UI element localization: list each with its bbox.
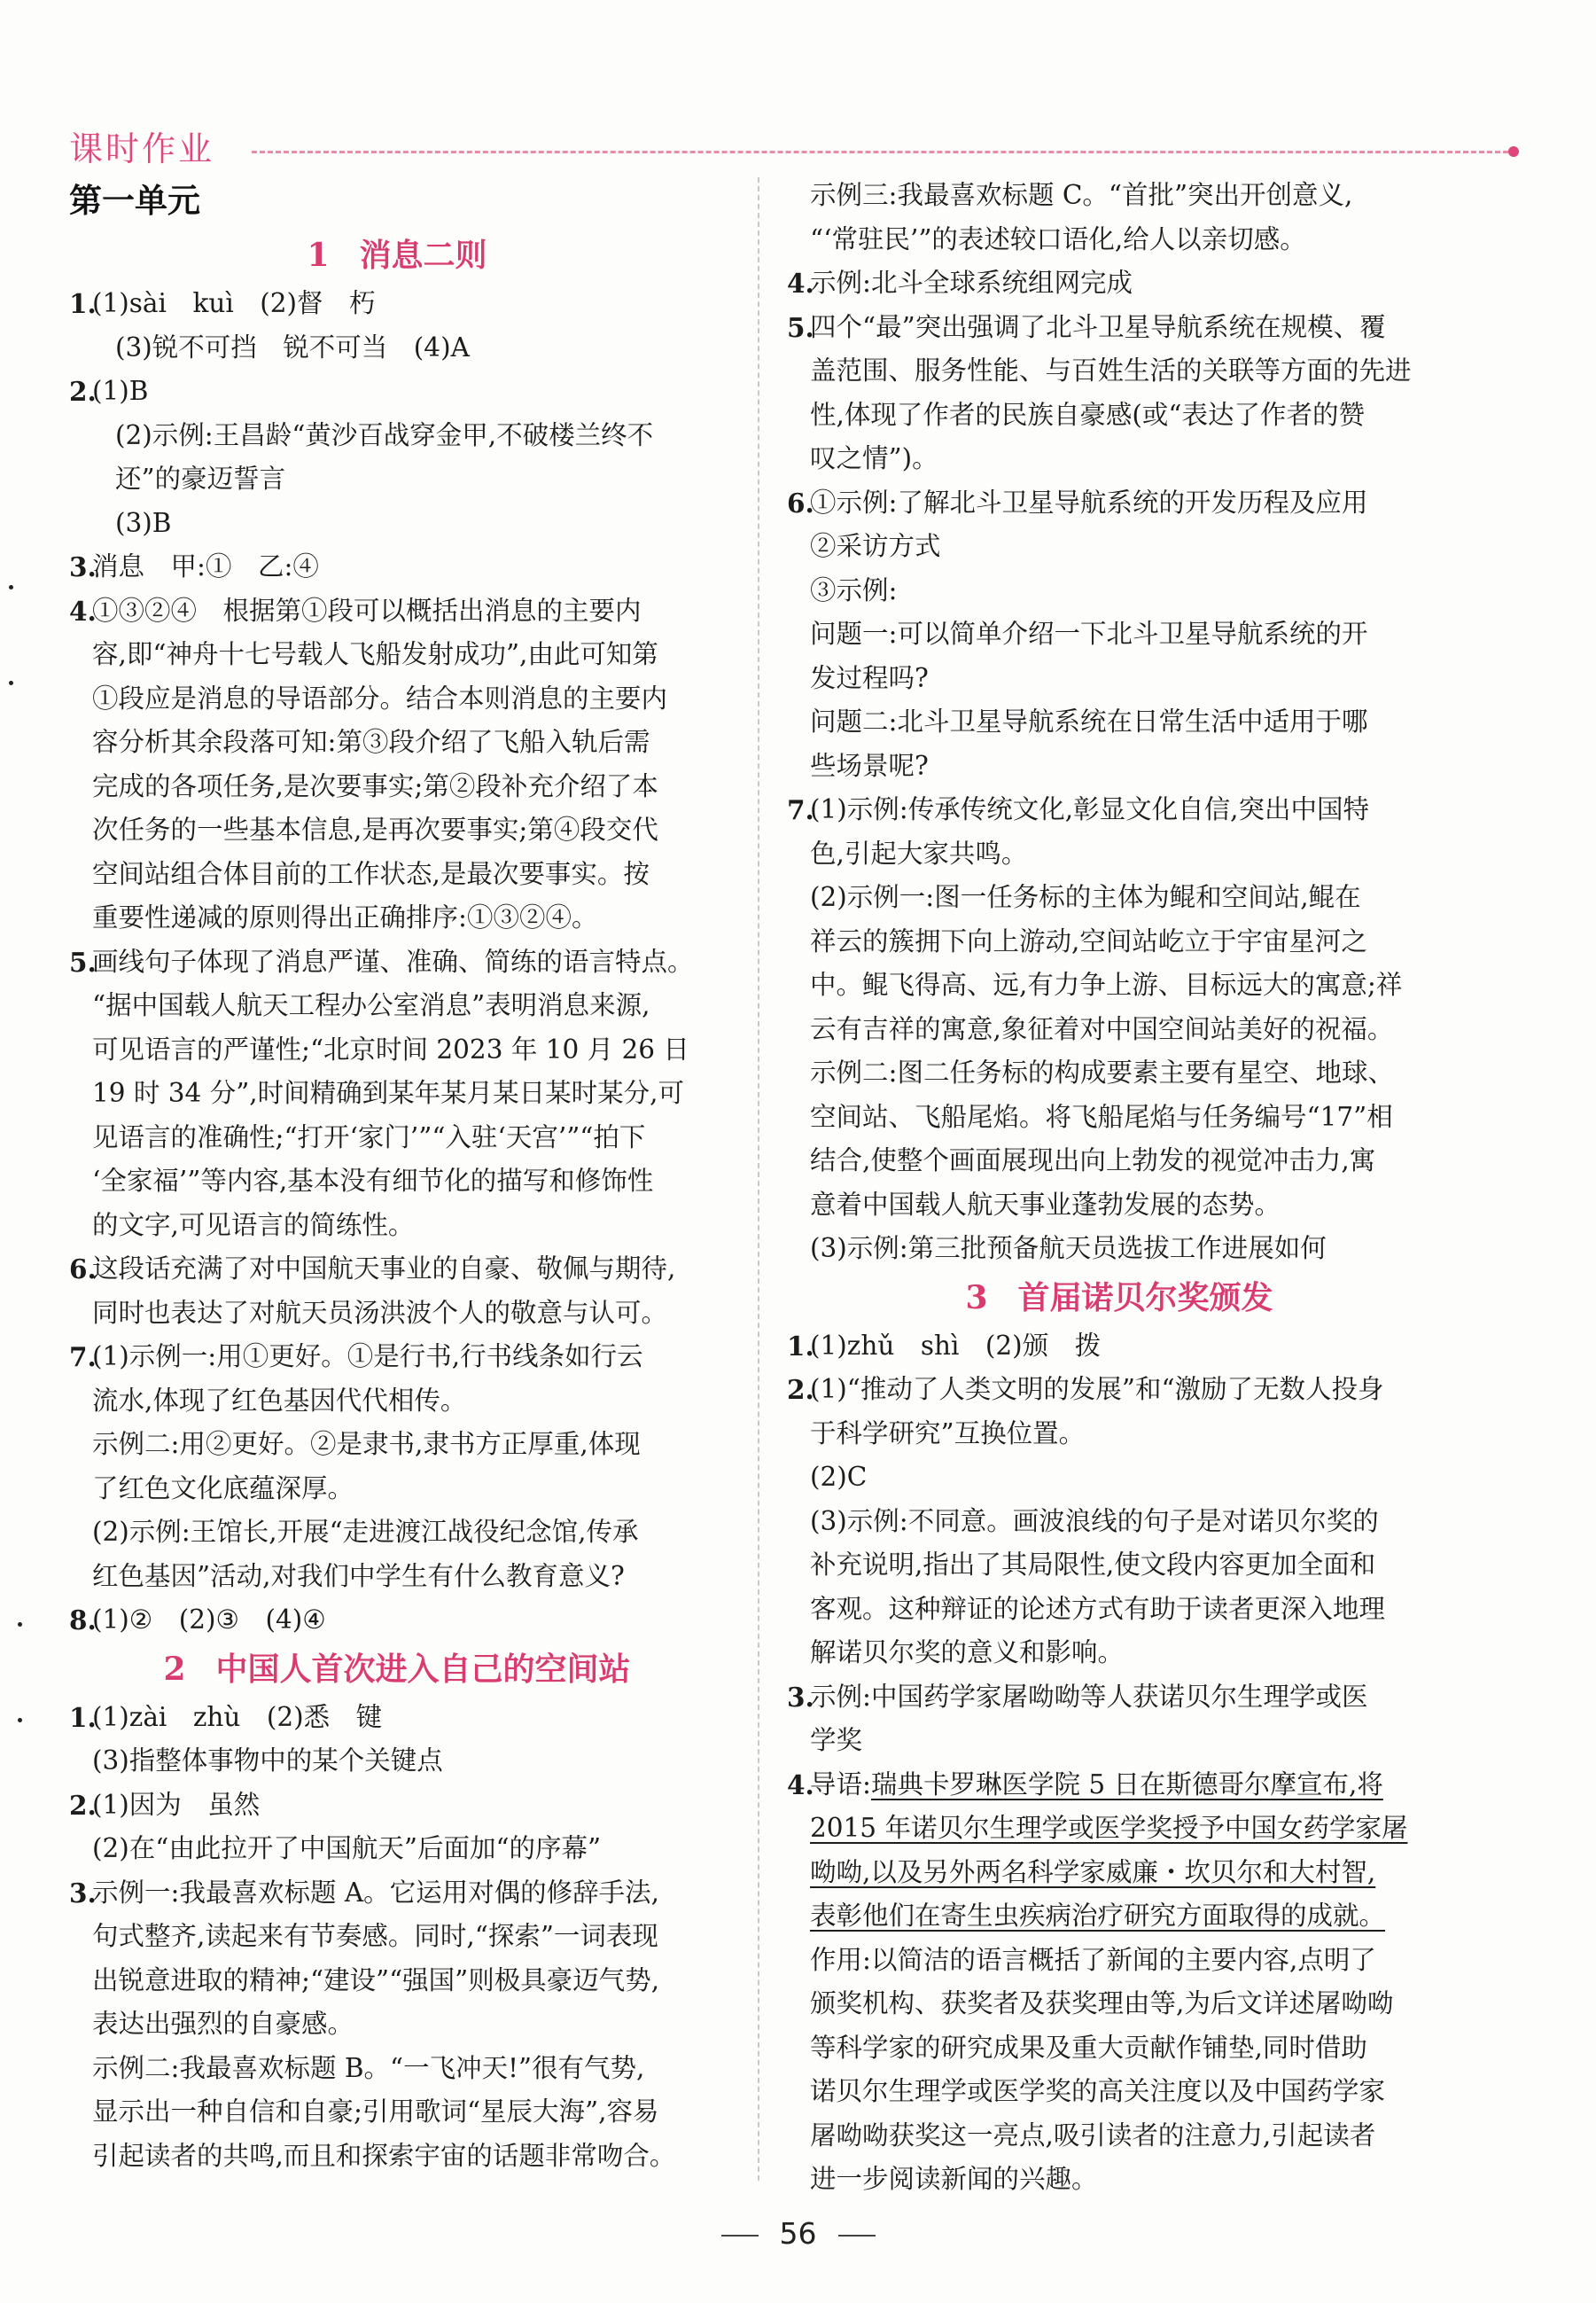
answer-line: (1)示例:传承传统文化,彰显文化自信,突出中国特 [810,794,1369,824]
left-column [69,174,725,2178]
answer-line: (3)示例:第三批预备航天员选拔工作进展如何 [810,1233,1327,1263]
answer-line: (1)zhǔ shì (2)颁 拨 [810,1330,1102,1361]
answer-item [69,370,725,545]
answer-line: 问题一:可以简单介绍一下北斗卫星导航系统的开 [810,619,1368,649]
answer-item [787,262,1452,306]
section-title-1 [69,230,725,280]
answer-line: 叹之情”)。 [810,443,938,473]
answer-line: (2)示例:王馆长,开展“走进渡江战役纪念馆,传承 [92,1517,639,1547]
answer-item [787,1675,1452,1763]
header-dot [1508,146,1519,157]
answer-line: 的文字,可见语言的简练性。 [92,1209,415,1240]
item-number: 1. [69,1701,97,1733]
answer-line: ②采访方式 [810,531,941,561]
answer-line: 四个“最”突出强调了北斗卫星导航系统在规模、覆 [810,311,1386,342]
answer-item [69,1784,725,1871]
answer-line: 结合,使整个画面展现出向上勃发的视觉冲击力,寓 [810,1145,1376,1175]
section-title-2 [69,1644,725,1694]
answer-line: 消息 甲:① 乙:④ [92,551,319,582]
answer-line: 些场景呢? [810,750,929,781]
answer-line: 示例:北斗全球系统组网完成 [810,268,1133,298]
answer-line: 等科学家的研究成果及重大贡献作铺垫,同时借助 [810,2032,1367,2063]
answer-line: 客观。这种辩证的论述方式有助于读者更深入地理 [810,1593,1386,1624]
answer-line: 空间站组合体目前的工作状态,是最次要事实。按 [92,858,650,889]
item-number: 6. [787,487,814,519]
item-number: 4. [69,595,97,627]
answer-line: 示例:中国药学家屠呦呦等人获诺贝尔生理学或医 [810,1681,1368,1712]
answer-line: 发过程吗? [810,662,929,693]
section-number: 2 [163,1650,186,1688]
answer-line: (1)“推动了人类文明的发展”和“激励了无数人投身 [810,1374,1384,1404]
item-number: 2. [69,376,97,407]
answer-line: ①示例:了解北斗卫星导航系统的开发历程及应用 [810,487,1368,518]
item-number: 4. [787,268,814,299]
answer-line: 重要性递减的原则得出正确排序:①③②④。 [92,902,598,933]
item-number: 1. [69,288,97,319]
section-name: 中国人首次进入自己的空间站 [215,1650,631,1688]
item-number: 3. [69,1877,97,1909]
answer-line: (1)zài zhù (2)悉 键 [92,1701,383,1732]
answer-line: 流水,体现了红色基因代代相传。 [92,1385,467,1416]
answer-line: 见语言的准确性;“打开‘家门’”“入驻‘天宫’”“拍下 [92,1121,646,1152]
answer-line: (3)锐不可挡 锐不可当 (4)A [115,332,470,363]
answer-line: ①③②④ 根据第①段可以概括出消息的主要内 [92,595,642,626]
answer-line: 云有吉祥的寓意,象征着对中国空间站美好的祝福。 [810,1013,1394,1044]
answer-line: (1)因为 虽然 [92,1789,261,1820]
answer-line: 19 时 34 分”,时间精确到某年某月某日某时某分,可 [92,1078,685,1108]
answer-item [787,1324,1452,1369]
page-footer [0,2216,1596,2251]
item-number: 3. [787,1681,814,1713]
answer-line: 表达出强烈的自豪感。 [92,2009,354,2039]
item-number: 5. [787,311,814,343]
answer-item [69,1871,725,2179]
answer-line: 可见语言的严谨性;“北京时间 2023 年 10 月 26 日 [92,1034,689,1065]
answer-line: 盖范围、服务性能、与百姓生活的关联等方面的先进 [810,355,1412,386]
item-number: 3. [69,551,97,582]
answer-line: (3)B [115,507,172,538]
lead-label: 导语: [810,1768,871,1799]
answer-line: 空间站、飞船尾焰。将飞船尾焰与任务编号“17”相 [810,1101,1393,1132]
answer-line: 完成的各项任务,是次要事实;第②段补充介绍了本 [92,770,658,801]
answer-line: 进一步阅读新闻的兴趣。 [810,2164,1098,2194]
answer-line: (1)B [92,376,149,406]
item-number: 7. [69,1341,97,1372]
answer-line: (3)指整体事物中的某个关键点 [92,1745,443,1776]
answer-line: 红色基因”活动,对我们中学生有什么教育意义? [92,1560,625,1591]
header-dashed-rule [252,151,1508,153]
underlined-text: 表彰他们在寄生虫疾病治疗研究方面取得的成就。 [810,1901,1386,1931]
answer-item [787,174,1452,262]
answer-line: 了红色文化底蕴深厚。 [92,1472,354,1503]
answer-item [69,1247,725,1335]
underlined-text: 呦呦,以及另外两名科学家威廉・坎贝尔和大村智, [810,1856,1376,1887]
answer-line: ①段应是消息的导语部分。结合本则消息的主要内 [92,683,668,714]
answer-item [69,1335,725,1598]
unit-title: 第一单元 [69,182,200,220]
answer-line: 容,即“神舟十七号载人飞船发射成功”,由此可知第 [92,639,658,669]
answer-line: (2)示例一:图一任务标的主体为鲲和空间站,鲲在 [810,882,1361,912]
answer-line: 学奖 [810,1725,863,1755]
answer-line: 色,引起大家共鸣。 [810,838,1028,869]
answer-line: 示例一:我最喜欢标题 A。它运用对偶的修辞手法, [92,1877,659,1908]
item-number: 8. [69,1604,97,1636]
answer-item [69,545,725,589]
answer-line: 引起读者的共鸣,而且和探索宇宙的话题非常吻合。 [92,2140,676,2171]
page-header [69,122,1452,176]
answer-line: 句式整齐,读起来有节奏感。同时,“探索”一词表现 [92,1921,658,1951]
answer-line [810,1851,1452,1895]
item-number: 2. [69,1789,97,1821]
answer-line: 显示出一种自信和自豪;引用歌词“星辰大海”,容易 [92,2096,659,2127]
answer-line: (1)② (2)③ (4)④ [92,1604,326,1635]
answer-item [69,1696,725,1784]
margin-dot [18,1622,22,1627]
item-number: 4. [787,1768,814,1800]
answer-line [810,1763,1452,1807]
margin-dot [9,681,13,685]
answer-item [787,1368,1452,1675]
section-title-3 [787,1273,1452,1323]
answer-line: 性,体现了作者的民族自豪感(或“表达了作者的赞 [810,399,1365,430]
answer-line: 作用:以简洁的语言概括了新闻的主要内容,点明了 [810,1944,1376,1975]
footer-dash [721,2235,759,2237]
underlined-text: 瑞典卡罗琳医学院 5 日在斯德哥尔摩宣布,将 [870,1768,1383,1799]
answer-line: 屠呦呦获奖这一亮点,吸引读者的注意力,引起读者 [810,2120,1376,2151]
answer-line: 同时也表达了对航天员汤洪波个人的敬意与认可。 [92,1297,668,1328]
answer-line: (1)sài kuì (2)督 朽 [92,288,376,318]
answer-item [787,306,1452,481]
margin-dot [18,1718,22,1722]
answer-line: (1)示例一:用①更好。①是行书,行书线条如行云 [92,1341,643,1371]
footer-dash [838,2235,876,2237]
answer-line: 示例二:我最喜欢标题 B。“一飞冲天!”很有气势, [92,2052,645,2083]
answer-line: 补充说明,指出了其局限性,使文段内容更加全面和 [810,1550,1376,1580]
answer-item [69,1598,725,1643]
answer-item [69,941,725,1248]
page-number: 56 [779,2216,817,2251]
answer-line: 容分析其余段落可知:第③段介绍了飞船入轨后需 [92,727,650,757]
answer-line: 这段话充满了对中国航天事业的自豪、敬佩与期待, [92,1253,676,1284]
answer-line: 诺贝尔生理学或医学奖的高关注度以及中国药学家 [810,2076,1386,2106]
answer-item [787,481,1452,789]
answer-line: 示例二:用②更好。②是隶书,隶书方正厚重,体现 [92,1429,641,1459]
item-number: 7. [787,794,814,825]
answer-line: (3)示例:不同意。画波浪线的句子是对诺贝尔奖的 [810,1505,1379,1536]
answer-line: 意着中国载人航天事业蓬勃发展的态势。 [810,1189,1281,1220]
answer-line: 出锐意进取的精神;“建设”“强国”则极具豪迈气势, [92,1964,660,1995]
answer-line: 问题二:北斗卫星导航系统在日常生活中适用于哪 [810,707,1368,737]
answer-line: 画线句子体现了消息严谨、准确、简练的语言特点。 [92,946,694,977]
answer-line: 次任务的一些基本信息,是再次要事实;第④段交代 [92,815,658,845]
answer-line: (2)示例:王昌龄“黄沙百战穿金甲,不破楼兰终不 [115,419,654,450]
answer-line: ‘全家福’”等内容,基本没有细节化的描写和修饰性 [92,1166,654,1196]
answer-line: “‘常驻民’”的表述较口语化,给人以亲切感。 [810,223,1306,254]
answer-line: 于科学研究”互换位置。 [810,1417,1086,1448]
answer-line: ③示例: [810,574,898,605]
answer-line: 解诺贝尔奖的意义和影响。 [810,1637,1125,1667]
section-number: 1 [307,237,330,274]
answer-line: 颁奖机构、获奖者及获奖理由等,为后文详述屠呦呦 [810,1988,1394,2018]
section-name: 首届诺贝尔奖颁发 [1017,1278,1273,1316]
header-title: 课时作业 [69,129,215,168]
item-number: 2. [787,1374,814,1405]
answer-item [69,589,725,941]
answer-line: 中。鲲飞得高、远,有力争上游、目标远大的寓意;祥 [810,970,1403,1000]
underlined-text: 2015 年诺贝尔生理学或医学奖授予中国女药学家屠 [810,1813,1408,1843]
answer-line: 示例三:我最喜欢标题 C。“首批”突出开创意义, [810,180,1353,210]
answer-item [787,1763,1452,2202]
answer-line: 示例二:图二任务标的构成要素主要有星空、地球、 [810,1058,1394,1088]
right-column [787,174,1452,2202]
answer-item [69,282,725,370]
answer-item [787,788,1452,1271]
section-number: 3 [965,1278,988,1316]
answer-line: “据中国载人航天工程办公室消息”表明消息来源, [92,990,650,1020]
item-number: 1. [787,1330,814,1362]
answer-line: (2)C [810,1462,868,1492]
answer-line: 还”的豪迈誓言 [115,464,286,494]
answer-line: 祥云的簇拥下向上游动,空间站屹立于宇宙星河之 [810,925,1367,956]
answer-line: (2)在“由此拉开了中国航天”后面加“的序幕” [92,1833,602,1863]
column-divider [758,177,759,2181]
section-name: 消息二则 [359,237,487,274]
margin-dot [9,585,13,589]
answer-line [810,1807,1452,1851]
answer-line [810,1894,1452,1939]
item-number: 5. [69,946,97,978]
item-number: 6. [69,1253,97,1284]
